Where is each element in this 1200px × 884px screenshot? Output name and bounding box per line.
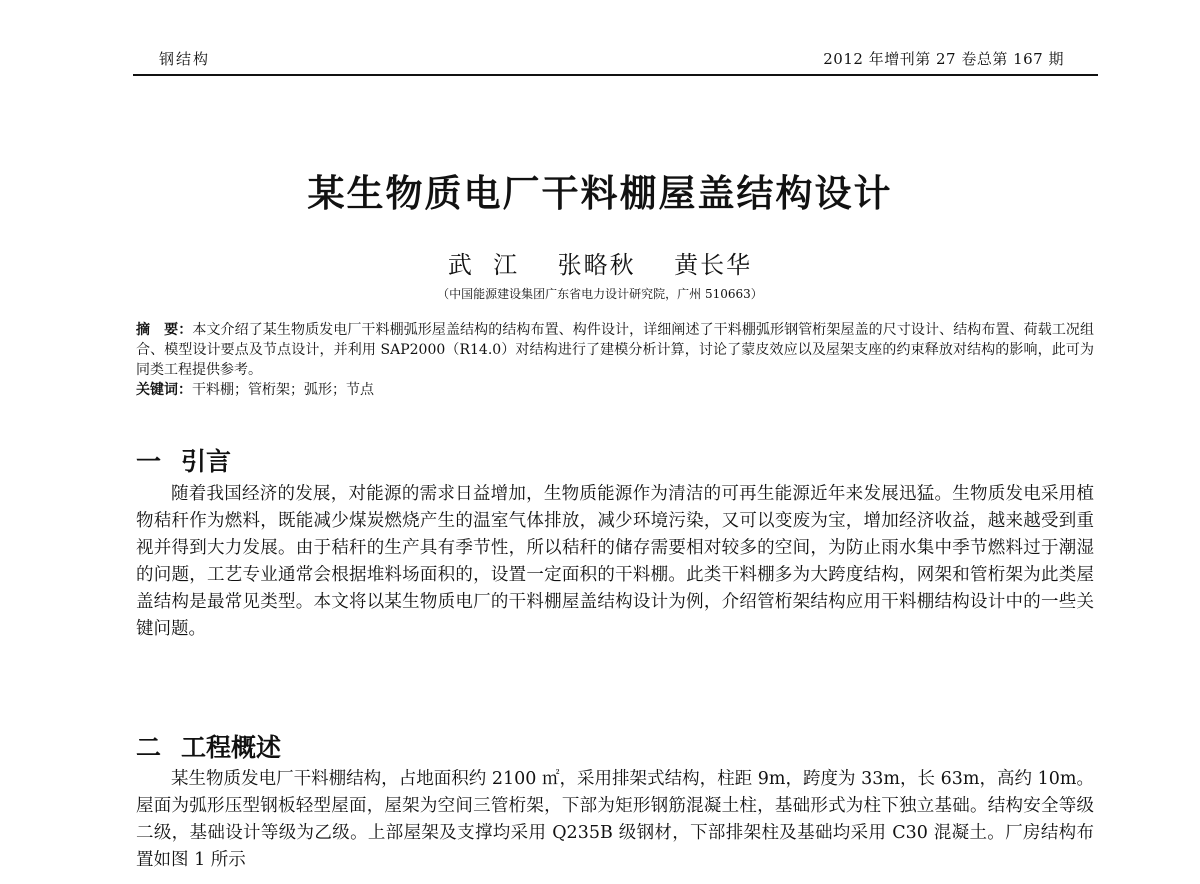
abstract-block xyxy=(136,320,1094,400)
authors: 武 江 张略秋 黄长华 xyxy=(447,251,753,279)
journal-section: 钢结构 xyxy=(159,50,211,68)
introduction-paragraph: 随着我国经济的发展，对能源的需求日益增加，生物质能源作为清洁的可再生能源近年来发展迅猛。生物质发电采用植物秸秆作为燃料，既能减少煤炭燃烧产生的温室气体排放，减少环境污染，又可以变废为宝，增加经济收益，越来越受到重视并得到大力发展。由于秸秆的生产具有季节性，所以秸秆的储存需要相对较多的空间，为防止雨水集中季节燃料过于潮湿的问题，工艺专业通常会根据堆料场面积的，设置一定面积的干料棚。此类干料棚多为大跨度结构，网架和管桁架为此类屋盖结构是最常见类型。本文将以某生物质电厂的干料棚屋盖结构设计为例，介绍管桁架结构应用干料棚结构设计中的一些关键问题。 xyxy=(136,484,1094,639)
section-heading-introduction xyxy=(136,442,231,478)
section-number: 二 xyxy=(136,733,162,762)
keywords xyxy=(136,380,1094,400)
keywords-text: 干料棚；管桁架；弧形；节点 xyxy=(192,382,374,398)
affiliation: （中国能源建设集团广东省电力设计研究院，广州 510663） xyxy=(437,287,763,301)
abstract-text: 本文介绍了某生物质发电厂干料棚弧形屋盖结构的结构布置、构件设计，详细阐述了干料棚弧形钢管桁架屋盖的尺寸设计、结构布置、荷载工况组合、模型设计要点及节点设计，并利用 SAP2000（R14.0）对结构进行了建模分析计算，讨论了蒙皮效应以及屋架支座的约束释放对结构的影响，此可为同类工程提供参考。 xyxy=(136,322,1094,378)
section-title: 引言 xyxy=(181,447,232,476)
article-title: 某生物质电厂干料棚屋盖结构设计 xyxy=(307,172,893,215)
keywords-label: 关键词： xyxy=(136,382,192,398)
section-heading-overview xyxy=(136,728,281,764)
section-number: 一 xyxy=(136,447,162,476)
abstract-label: 摘 要： xyxy=(136,322,193,338)
issue-info: 2012 年增刊第 27 卷总第 167 期 xyxy=(823,50,1064,68)
running-header xyxy=(133,44,1098,76)
overview-paragraph: 某生物质发电厂干料棚结构，占地面积约 2100 ㎡，采用排架式结构，柱距 9m，跨度为 33m，长 63m，高约 10m。屋面为弧形压型钢板轻型屋面，屋架为空间三管桁架，下部为矩形钢筋混凝土柱，基础形式为柱下独立基础。结构安全等级二级，基础设计等级为乙级。上部屋架及支撑均采用 Q235B 级钢材，下部排架柱及基础均采用 C30 混凝土。厂房结构布置如图 1 所示 xyxy=(136,769,1094,870)
abstract xyxy=(136,320,1094,380)
section-title: 工程概述 xyxy=(181,733,282,762)
